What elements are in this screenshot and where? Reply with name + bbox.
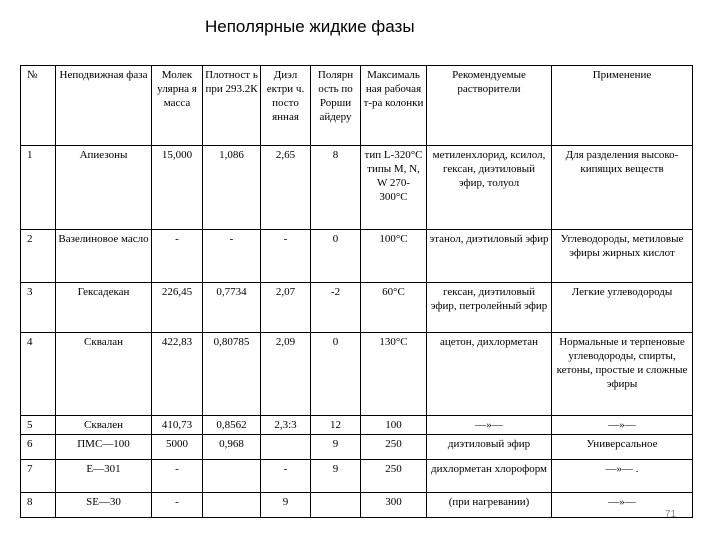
cell-phase: Вазелиновое масло [56,230,152,283]
cell-dielectric: 2,07 [261,283,311,333]
cell-solvents: диэтиловый эфир [427,435,552,460]
page-number: 71 [665,509,677,520]
cell-application: Универсальное [552,435,693,460]
cell-solvents: гексан, диэтиловый эфир, петролейный эфир [427,283,552,333]
cell-polarity: 0 [311,230,361,283]
cell-density: 0,968 [203,435,261,460]
cell-max-temperature: 100 [361,416,427,435]
cell-polarity [311,493,361,518]
cell-solvents: метиленхлорид, ксилол, гексан, диэтиловый эфир, толуол [427,146,552,230]
cell-application: Легкие углеводороды [552,283,693,333]
cell-solvents: (при нагревании) [427,493,552,518]
table-row [21,146,693,230]
cell-max-temperature: тип L-320°C типы М, N, W 270-300°C [361,146,427,230]
cell-density: 0,7734 [203,283,261,333]
cell-max-temperature: 100°С [361,230,427,283]
table-row [21,333,693,416]
cell-phase: Апиезоны [56,146,152,230]
cell-application: —»— . [552,460,693,493]
cell-number: 8 [21,493,56,518]
cell-number: 2 [21,230,56,283]
cell-dielectric: - [261,230,311,283]
cell-density [203,493,261,518]
cell-dielectric: - [261,460,311,493]
slide-title: Неполярные жидкие фазы [205,17,415,36]
header-density: Плотност ь при 293.2К [203,66,261,146]
cell-dielectric [261,435,311,460]
cell-phase: ПМС—100 [56,435,152,460]
cell-molecular-mass: 422,83 [152,333,203,416]
cell-number: 1 [21,146,56,230]
cell-density [203,460,261,493]
cell-number: 7 [21,460,56,493]
header-application: Применение [552,66,693,146]
cell-number: 3 [21,283,56,333]
table-row [21,460,693,493]
cell-dielectric: 2,65 [261,146,311,230]
cell-application: Углеводороды, метиловые эфиры жирных кислот [552,230,693,283]
header-molecular-mass: Молек улярна я масса [152,66,203,146]
cell-max-temperature: 250 [361,435,427,460]
cell-molecular-mass: - [152,493,203,518]
cell-max-temperature: 300 [361,493,427,518]
cell-phase: Сквалан [56,333,152,416]
cell-dielectric: 2,3:3 [261,416,311,435]
header-solvents: Рекомендуемые растворители [427,66,552,146]
cell-phase: SE—30 [56,493,152,518]
cell-polarity: 9 [311,435,361,460]
table-row [21,283,693,333]
cell-application: —»— [552,493,693,518]
cell-density: 0,8562 [203,416,261,435]
cell-polarity: 12 [311,416,361,435]
cell-number: 4 [21,333,56,416]
cell-application: Для разделения высоко- кипящих веществ [552,146,693,230]
cell-density: - [203,230,261,283]
cell-solvents: ацетон, дихлорметан [427,333,552,416]
cell-max-temperature: 60°С [361,283,427,333]
table-row [21,435,693,460]
cell-solvents: —»— [427,416,552,435]
table-header-row [21,66,693,146]
cell-density: 1,086 [203,146,261,230]
stationary-phases-table [20,65,693,518]
cell-molecular-mass: - [152,230,203,283]
cell-number: 6 [21,435,56,460]
cell-max-temperature: 130°С [361,333,427,416]
cell-dielectric: 2,09 [261,333,311,416]
header-number: № [21,66,56,146]
cell-phase: Гексадекан [56,283,152,333]
cell-polarity: 8 [311,146,361,230]
header-dielectric-constant: Диэл ектри ч. посто янная [261,66,311,146]
cell-dielectric: 9 [261,493,311,518]
cell-number: 5 [21,416,56,435]
cell-solvents: этанол, диэтиловый эфир [427,230,552,283]
cell-polarity: 0 [311,333,361,416]
cell-phase: Е—301 [56,460,152,493]
cell-molecular-mass: - [152,460,203,493]
cell-molecular-mass: 226,45 [152,283,203,333]
cell-polarity: -2 [311,283,361,333]
cell-phase: Сквален [56,416,152,435]
header-polarity: Полярн ость по Рорши айдеру [311,66,361,146]
cell-polarity: 9 [311,460,361,493]
cell-density: 0,80785 [203,333,261,416]
cell-molecular-mass: 15,000 [152,146,203,230]
cell-max-temperature: 250 [361,460,427,493]
header-max-temperature: Максималь ная рабочая т-ра колонки [361,66,427,146]
cell-solvents: дихлорметан хлороформ [427,460,552,493]
cell-molecular-mass: 410,73 [152,416,203,435]
cell-application: Нормальные и терпеновые углеводороды, спирты, кетоны, простые и сложные эфиры [552,333,693,416]
table-row [21,493,693,518]
cell-application: —»— [552,416,693,435]
header-stationary-phase: Неподвижная фаза [56,66,152,146]
table-row [21,230,693,283]
table-row [21,416,693,435]
cell-molecular-mass: 5000 [152,435,203,460]
